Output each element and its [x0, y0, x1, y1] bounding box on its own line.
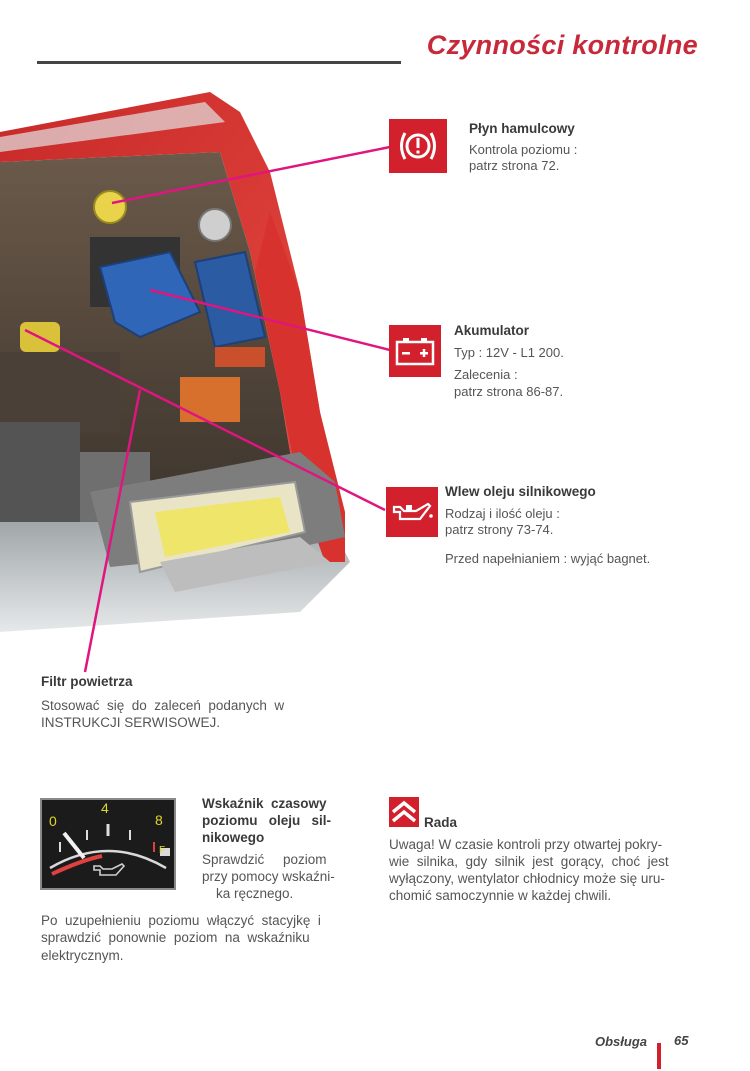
citroen-chevron-icon: [389, 797, 419, 827]
battery-icon: [389, 325, 441, 377]
gauge-label-eight: 8: [155, 812, 163, 828]
oil-gauge-text-line2: przy pomocy wskaźni-: [202, 869, 335, 884]
brake-fluid-line2: patrz strona 72.: [469, 158, 560, 173]
tip-line1: Uwaga! W czasie kontroli przy otwartej pokry-: [389, 837, 663, 852]
oil-gauge-after-line2: sprawdzić ponownie poziom na wskaźniku: [41, 930, 310, 945]
oil-gauge-title-line2: poziomu oleju sil-: [202, 813, 332, 828]
oil-gauge-text-line3: ka ręcznego.: [216, 886, 294, 901]
oil-filler-line2: patrz strony 73-74.: [445, 522, 554, 537]
air-filter-line1: Stosować się do zaleceń podanych w: [41, 698, 285, 713]
oil-can-icon: [386, 487, 438, 537]
gauge-label-full: F: [159, 845, 166, 856]
air-filter-title: Filtr powietrza: [41, 674, 133, 689]
air-filter-line2: INSTRUKCJI SERWISOWEJ.: [41, 715, 221, 730]
oil-gauge-after-line1: Po uzupełnieniu poziomu włączyć stacyjkę i: [41, 913, 321, 928]
battery-line2: Zalecenia :: [454, 367, 518, 382]
footer-section-name: Obsługa: [594, 1034, 647, 1049]
gauge-label-zero: 0: [49, 813, 57, 829]
oil-filler-title: Wlew oleju silnikowego: [445, 484, 596, 499]
oil-gauge-title-line3: nikowego: [202, 830, 265, 845]
battery-line1: Typ : 12V - L1 200.: [454, 345, 564, 360]
oil-filler-line1: Rodzaj i ilość oleju :: [445, 506, 560, 521]
page-title: Czynności kontrolne: [426, 30, 698, 60]
brake-warning-icon: [389, 119, 447, 173]
oil-filler-line3: Przed napełnianiem : wyjąć bagnet.: [445, 551, 651, 566]
brake-fluid-title: Płyn hamulcowy: [469, 121, 575, 136]
battery-line3: patrz strona 86-87.: [454, 384, 564, 399]
tip-line3: wyłączony, wentylator chłodnicy może się uru-: [389, 871, 665, 886]
tip-line2: wie silnika, gdy silnik jest gorący, choć jest: [389, 854, 669, 869]
oil-gauge-after-line3: elektrycznym.: [41, 948, 124, 963]
brake-fluid-line1: Kontrola poziomu :: [469, 142, 578, 157]
footer-bar: [657, 1043, 661, 1069]
page-number: 65: [674, 1033, 689, 1048]
tip-line4: chomić samoczynnie w każdej chwili.: [389, 888, 612, 903]
oil-gauge-title-line1: Wskaźnik czasowy: [202, 796, 327, 811]
tip-title: Rada: [424, 815, 458, 830]
oil-gauge-text-line1: Sprawdzić poziom: [202, 852, 327, 867]
gauge-label-four: 4: [101, 800, 109, 816]
oil-level-gauge: [40, 798, 176, 890]
battery-title: Akumulator: [454, 323, 530, 338]
